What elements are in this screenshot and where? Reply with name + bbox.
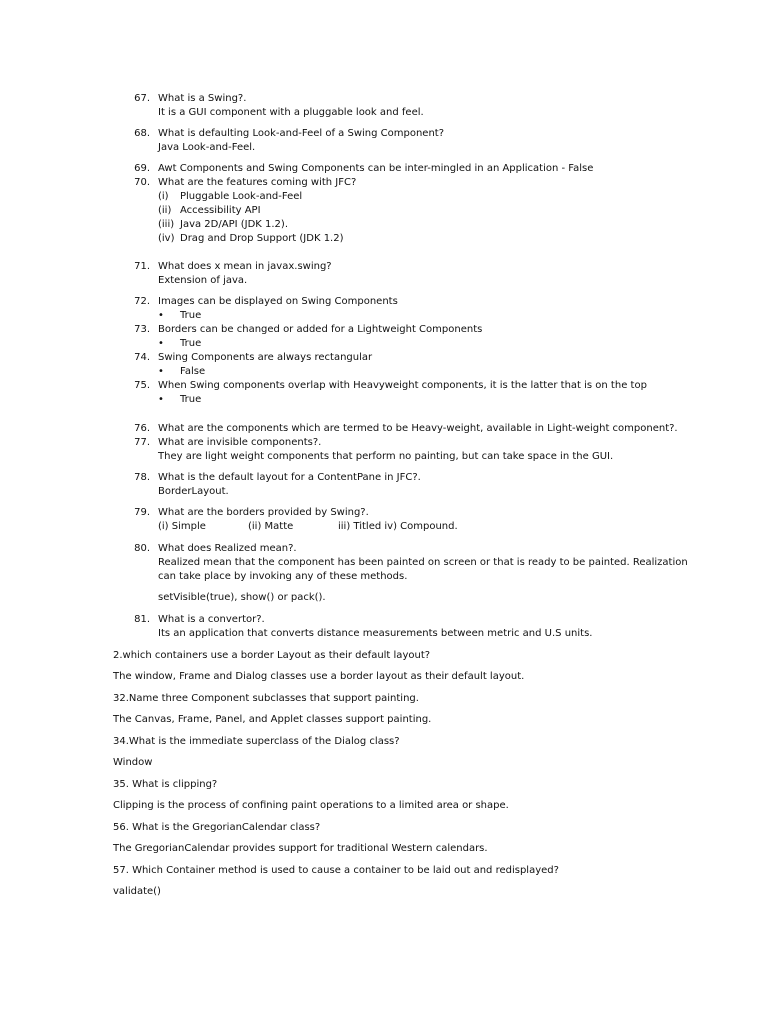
bullet-marker: • (158, 310, 164, 321)
question-text: 35. What is clipping? (113, 779, 218, 790)
answer-text: Its an application that converts distance measurements between metric and U.S units. (158, 628, 593, 639)
question-number: 70. (134, 177, 150, 188)
answer-text: It is a GUI component with a pluggable look and feel. (158, 107, 424, 118)
question-number: 74. (134, 352, 150, 363)
question-number: 69. (134, 163, 150, 174)
question-number: 79. (134, 507, 150, 518)
bullet-marker: • (158, 338, 164, 349)
answer-text: validate() (113, 886, 161, 897)
question-text: 32.Name three Component subclasses that support painting. (113, 693, 419, 704)
list-item: Accessibility API (180, 205, 261, 216)
question-text: When Swing components overlap with Heavyweight components, it is the latter that is on the top (158, 380, 647, 391)
answer-text: The window, Frame and Dialog classes use a border layout as their default layout. (113, 671, 525, 682)
answer-text: setVisible(true), show() or pack(). (158, 592, 326, 603)
question-number: 73. (134, 324, 150, 335)
question-number: 80. (134, 543, 150, 554)
list-item: Pluggable Look-and-Feel (180, 191, 303, 202)
question-text: 57. Which Container method is used to cause a container to be laid out and redisplayed? (113, 865, 559, 876)
answer-text: True (180, 394, 202, 405)
question-text: 56. What is the GregorianCalendar class? (113, 822, 321, 833)
bullet-marker: • (158, 394, 164, 405)
answer-text: (i) Simple (158, 521, 206, 532)
question-text: What are the components which are termed to be Heavy-weight, available in Light-weight component?. (158, 423, 678, 434)
question-text: What is a Swing?. (158, 93, 247, 104)
answer-text: BorderLayout. (158, 486, 229, 497)
question-text: 34.What is the immediate superclass of the Dialog class? (113, 736, 400, 747)
answer-text: Window (113, 757, 153, 768)
question-text: What is a convertor?. (158, 614, 265, 625)
answer-text: True (180, 338, 202, 349)
answer-text: iii) Titled iv) Compound. (338, 521, 458, 532)
list-item-marker: (i) (158, 191, 169, 202)
question-number: 68. (134, 128, 150, 139)
question-number: 72. (134, 296, 150, 307)
list-item: Drag and Drop Support (JDK 1.2) (180, 233, 344, 244)
answer-text: Clipping is the process of confining paint operations to a limited area or shape. (113, 800, 509, 811)
question-number: 77. (134, 437, 150, 448)
answer-text: The GregorianCalendar provides support for traditional Western calendars. (113, 843, 488, 854)
question-text: What are the borders provided by Swing?. (158, 507, 369, 518)
list-item-marker: (iv) (158, 233, 175, 244)
question-number: 81. (134, 614, 150, 625)
question-text: What is defaulting Look-and-Feel of a Swing Component? (158, 128, 445, 139)
list-item: Java 2D/API (JDK 1.2). (180, 219, 289, 230)
question-text: What are the features coming with JFC? (158, 177, 357, 188)
question-number: 67. (134, 93, 150, 104)
answer-text: False (180, 366, 206, 377)
question-text: What are invisible components?. (158, 437, 322, 448)
answer-text: True (180, 310, 202, 321)
answer-text: can take place by invoking any of these methods. (158, 571, 408, 582)
question-number: 76. (134, 423, 150, 434)
question-text: What does Realized mean?. (158, 543, 297, 554)
question-text: Images can be displayed on Swing Components (158, 296, 398, 307)
question-number: 71. (134, 261, 150, 272)
question-number: 75. (134, 380, 150, 391)
answer-text: Extension of java. (158, 275, 248, 286)
answer-text: Java Look-and-Feel. (158, 142, 256, 153)
answer-text: They are light weight components that perform no painting, but can take space in the GUI. (158, 451, 614, 462)
answer-text: Realized mean that the component has been painted on screen or that is ready to be painted. Realization (158, 557, 688, 568)
question-text: Awt Components and Swing Components can be inter-mingled in an Application - False (158, 163, 594, 174)
list-item-marker: (iii) (158, 219, 175, 230)
question-text: What does x mean in javax.swing? (158, 261, 332, 272)
question-text: What is the default layout for a ContentPane in JFC?. (158, 472, 421, 483)
bullet-marker: • (158, 366, 164, 377)
answer-text: (ii) Matte (248, 521, 294, 532)
question-text: 2.which containers use a border Layout as their default layout? (113, 650, 431, 661)
answer-text: The Canvas, Frame, Panel, and Applet classes support painting. (113, 714, 432, 725)
question-text: Borders can be changed or added for a Lightweight Components (158, 324, 483, 335)
list-item-marker: (ii) (158, 205, 172, 216)
question-text: Swing Components are always rectangular (158, 352, 373, 363)
question-number: 78. (134, 472, 150, 483)
